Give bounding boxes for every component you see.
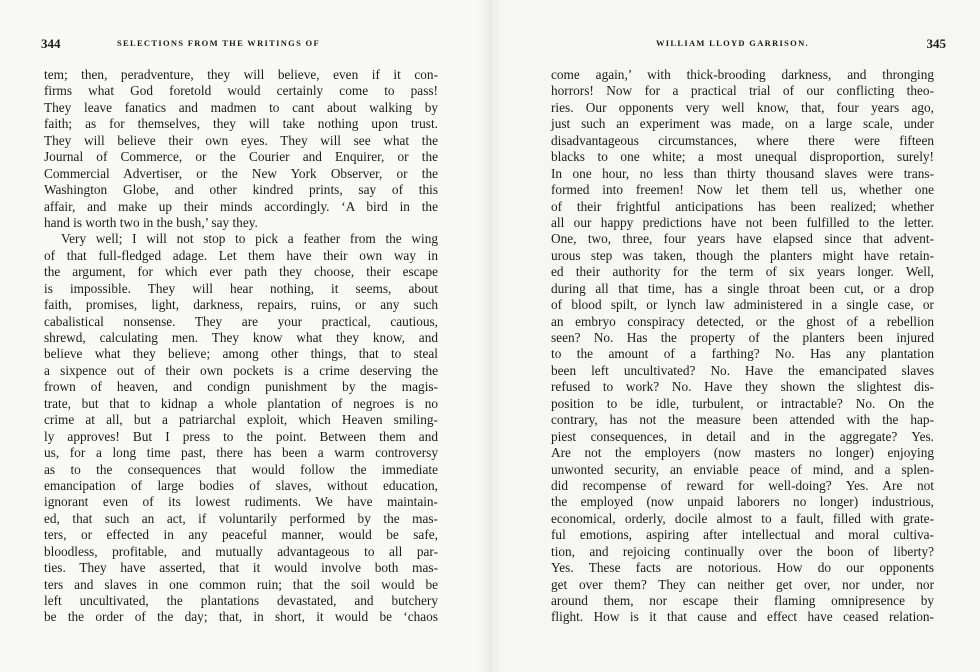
left-page-text [44,67,438,626]
text-line: ed their authority for the term of six years longer. Well, [551,264,934,280]
text-line: tion, and rejoicing continually over the boon of liberty? [551,543,934,559]
running-head-left [41,36,441,52]
text-line: hand is worth two in the bush,’ say they. [44,214,258,230]
text-line: believe what they believe; among other things, that to steal [44,346,438,362]
text-line: of blood spilt, or lynch law administered in a single case, or [551,297,934,313]
text-line: Journal of Commerce, or the Courier and Enquirer, or the [44,149,438,165]
text-line: as to the consequences that would follow the immediate [44,461,438,477]
page-number-right: 345 [926,36,946,51]
text-line: piest consequences, in detail and in the aggregate? Yes. [551,428,934,444]
text-line: of their frightful anticipations has been realized; whether [551,198,934,214]
text-line: the employed (now unpaid laborers no longer) industrious, [551,494,934,510]
text-line: blacks to one white; a most unequal disproportion, surely! [551,149,934,165]
text-line: all our happy predictions have not been fulfilled to the letter. [551,214,934,230]
text-line: left uncultivated, the plantations devastated, and butchery [44,593,438,608]
text-line: ed, that such an act, if voluntarily performed by the mas- [44,510,438,526]
text-line: is impossible. They will hear nothing, it seems, about [44,280,438,296]
text-line: during all that time, has a single throat been cut, or a drop [551,280,934,296]
text-line: flight. How is it that cause and effect have ceased relation- [551,609,934,625]
right-page [490,0,980,672]
text-line: ters and slaves in one common ruin; that the soil would be [44,576,438,592]
text-line: just such an experiment was made, on a large scale, under [551,116,934,132]
text-line: ties. They have asserted, that it would involve both mas- [44,560,438,576]
book-gutter [478,0,502,672]
text-line: ries. Our opponents very well know, that, four years ago, [551,99,934,115]
text-line: disadvantageous circumstances, where there were fifteen [551,132,934,148]
text-line: faith; as for themselves, they will take nothing upon trust. [44,116,438,132]
text-line: They leave fanatics and madmen to cant about walking by [44,99,438,115]
text-line: of that full-fledged adage. Let them have their own way in [44,247,438,263]
text-line: formed into freemen! Now let them tell us, whether one [551,182,934,198]
text-line: One, two, three, four years have elapsed since that advent- [551,231,934,247]
text-line: economical, orderly, docile almost to a fault, filled with grate- [551,510,934,526]
text-line: horrors! Now for a practical trial of our conflicting theo- [551,83,934,99]
page-number-left: 344 [41,36,61,51]
text-line: bloodless, profitable, and mutually advantageous to all par- [44,543,438,559]
text-line: refused to work? No. Have they shown the slightest dis- [551,379,934,395]
text-line: unwonted security, an enviable peace of mind, and a splen- [551,461,934,477]
text-line: an embryo conspiracy detected, or the ghost of a rebellion [551,313,934,329]
text-line: seen? No. Has the property of the planters been injured [551,330,934,345]
text-line: frown of heaven, and condign punishment by the magis- [44,379,438,395]
running-head-title-left: SELECTIONS FROM THE WRITINGS OF [117,38,320,48]
text-line: Washington Globe, and other kindred prints, say of this [44,182,438,198]
text-line: faith, promises, light, darkness, repairs, ruins, or any such [44,297,438,313]
text-line: crime at all, but a patriarchal exploit, which Heaven smiling- [44,412,438,428]
text-line: come again,’ with thick-brooding darkness, and thronging [551,67,934,82]
right-page-text [551,67,934,626]
text-line: firms what God foretold would certainly come to pass! [44,83,438,99]
text-line: In one hour, no less than thirty thousand slaves were trans- [551,165,934,181]
text-line: Are not the employers (now masters no longer) enjoying [551,445,934,461]
text-line: They will believe their own eyes. They will see what the [44,132,438,148]
text-line: cabalistical nonsense. They are your practical, cautious, [44,313,438,329]
text-line: affair, and make up their minds accordingly. ‘A bird in the [44,198,438,214]
text-line: ful emotions, aspiring after intellectual and moral cultiva- [551,527,934,543]
running-head-title-right: WILLIAM LLOYD GARRISON. [656,38,809,48]
text-line: ly approves! But I press to the point. Between them and [44,428,438,444]
text-line: shrewd, calculating men. They know what they know, and [44,330,438,345]
text-line: been left uncultivated? No. Have the emancipated slaves [551,362,934,378]
text-line: a sixpence out of their own pockets is a crime deserving the [44,362,438,378]
text-line: get over them? They can neither get over, nor under, nor [551,576,934,592]
text-line: to the amount of a farthing? No. Has any plantation [551,346,934,362]
text-line: tem; then, peradventure, they will believe, even if it con- [44,67,438,82]
text-line: emancipation of large bodies of slaves, without education, [44,477,438,493]
text-line: ignorant even of its lowest rudiments. We have maintain- [44,494,438,510]
text-line: contrary, has not the measure been attended with the hap- [551,412,934,428]
text-line: did recompense of reward for well-doing? Yes. Are not [551,477,934,493]
text-line: be the order of the day; that, in short, it would be ‘chaos [44,609,438,625]
text-line: the argument, for which ever path they choose, their escape [44,264,438,280]
running-head-right [548,36,946,52]
text-line: urous step was taken, though the planters might have retain- [551,247,934,263]
text-line: us, for a long time past, there has been a warm controversy [44,445,438,461]
text-line: position to be idle, turbulent, or intractable? No. On the [551,395,934,411]
text-line: ters, or effected in any peaceful manner, would be safe, [44,527,438,543]
text-line: Very well; I will not stop to pick a feather from the wing [61,231,438,247]
text-line: Yes. These facts are notorious. How do our opponents [551,560,934,576]
text-line: Commercial Advertiser, or the New York Observer, or the [44,165,438,181]
text-line: trate, but that to kidnap a whole plantation of negroes is no [44,395,438,411]
text-line: around them, nor escape their flaming omnipresence by [551,593,934,608]
